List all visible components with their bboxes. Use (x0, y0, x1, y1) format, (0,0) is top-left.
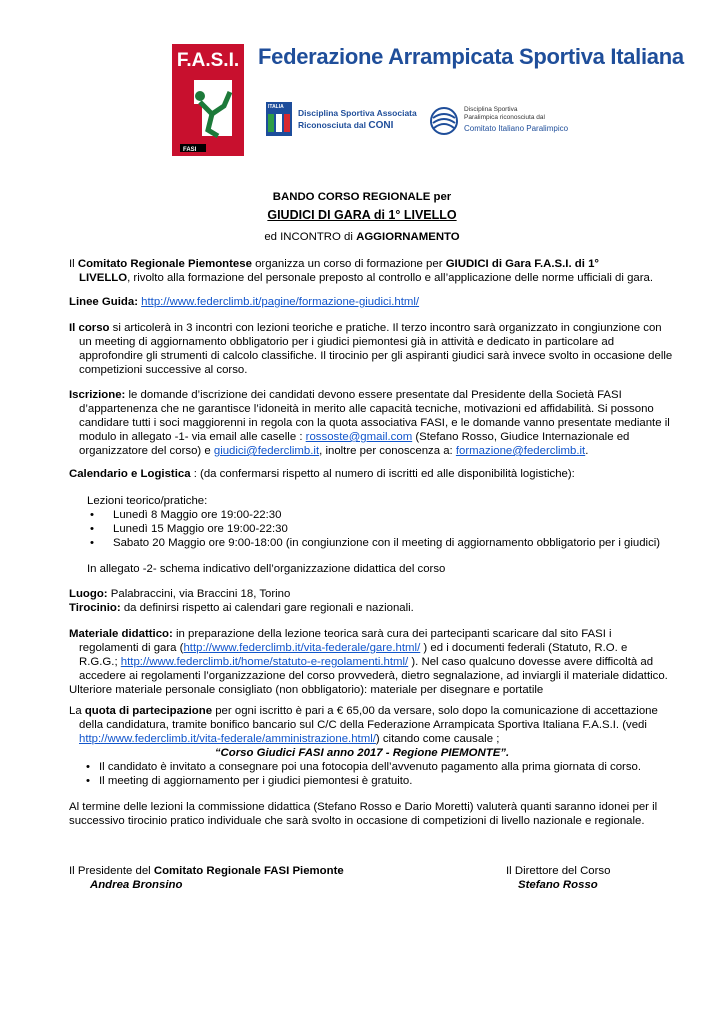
closing-paragraph: Al termine delle lezioni la commissione didattica (Stefano Rosso e Dario Moretti) valuterà quanti saranno idonei per il successivo tirocinio pratico individuale che sarà svolto in occasione di competizioni di livello nazionale e regionale. (69, 801, 658, 827)
fee-note: Il meeting di aggiornamento per i giudici piemontesi è gratuito. (99, 775, 413, 787)
internship-line: Tirocinio: da definirsi rispetto ai calendari gare regionali e nazionali. (69, 602, 414, 614)
email-link-formazione[interactable]: formazione@federclimb.it (455, 445, 586, 457)
lesson-item: Sabato 20 Maggio ore 9:00-18:00 (in congiunzione con il meeting di aggiornamento obbligatorio per i giudici) (113, 537, 661, 549)
venue-line: Luogo: Palabraccini, via Braccini 18, Torino (69, 588, 291, 600)
coni-line-2: Riconosciuta dal CONI (298, 120, 394, 131)
fee-paragraph: La quota di partecipazione per ogni iscritto è pari a € 65,00 da versare, solo dopo la comunicazione di accettazione della candidatura, tramite bonifico bancario sul C/C della Federazione Arrampicata Sportiva Italiana F.A.S.I. (vedi http://www.federclimb.it/vita-federale/amministrazione.html/) citando come causale ; (69, 705, 658, 745)
bullet: • (86, 761, 90, 773)
lessons-label: Lezioni teorico/pratiche: (87, 495, 208, 507)
cip-line-2: Paralimpica riconosciuta dal (464, 114, 545, 121)
bullet: • (86, 775, 90, 787)
coni-tag: ITALIA (268, 104, 284, 110)
federation-name: Federazione Arrampicata Sportiva Italiana (258, 44, 684, 69)
coni-badge (266, 102, 416, 138)
coni-flag-icon (266, 102, 292, 136)
calendar-heading: Calendario e Logistica : (da confermarsi rispetto al numero di iscritti ed alle disponibilità logistiche): (69, 468, 575, 480)
cip-line-1: Disciplina Sportiva (464, 106, 518, 113)
guidelines-link[interactable]: http://www.federclimb.it/pagine/formazione-giudici.html/ (141, 296, 420, 308)
director-title: Il Direttore del Corso (506, 865, 611, 877)
climber-icon (172, 44, 244, 156)
title-line-3: ed INCONTRO di AGGIORNAMENTO (264, 231, 460, 243)
cip-badge (428, 104, 588, 138)
bullet: • (90, 523, 94, 535)
registration-paragraph: Iscrizione: le domande d’iscrizione dei candidati devono essere presentate dal Presidente della Società FASI d’appartenenza che ne garantisce l’idoneità in merito alle capacità tecniche, motivazioni ed affidabilità. Si possono candidare tutti i soci maggiorenni in regola con la quota associativa FASI, e le domande vanno presentate mediante il modulo in allegato -1- via email alle caselle : rossoste@gmail.com (Stefano Rosso, Giudice Internazionale ed organizzatore del corso) e giudici@federclimb.it, inoltre per conoscenza a: formazione@federclimb.it. (69, 389, 670, 457)
statute-link[interactable]: http://www.federclimb.it/home/statuto-e-regolamenti.html/ (120, 656, 409, 668)
fasi-logo (172, 44, 244, 156)
fee-note: Il candidato è invitato a consegnare poi una fotocopia dell’avvenuto pagamento alla prima giornata di corso. (99, 761, 642, 773)
lesson-item: Lunedì 15 Maggio ore 19:00-22:30 (113, 523, 288, 535)
materials-note: Ulteriore materiale personale consigliato (non obbligatorio): materiale per disegnare e portatile (69, 684, 544, 696)
course-paragraph: Il corso si articolerà in 3 incontri con lezioni teoriche e pratiche. Il terzo incontro sarà organizzato in congiunzione con un meeting di aggiornamento obbligatorio per i giudici piemontesi già in attività e dedicato in particolare ad approfondire gli strumenti di calcolo classifiche. Il tirocinio per gli aspiranti giudici sarà invece svolto in occasione delle competizioni successive al corso. (69, 322, 673, 376)
materials-paragraph: Materiale didattico: in preparazione della lezione teorica sarà cura dei partecipanti scaricare dal sito FASI i regolamenti di gara (http://www.federclimb.it/vita-federale/gare.html/ ) ed i documenti federali (Statuto, R.O. e R.G.G.; http://www.federclimb.it/home/statuto-e-regolamenti.html/ ). Nel caso qualcuno dovesse avere difficoltà ad accedere ai regolamenti l’organizzazione del corso provvederà, dietro segnalazione, ad inviargli il materiale didattico. (69, 628, 668, 682)
bullet: • (90, 537, 94, 549)
director-name: Stefano Rosso (518, 879, 598, 891)
attachment-note: In allegato -2- schema indicativo dell’organizzazione didattica del corso (87, 563, 446, 575)
president-name: Andrea Bronsino (90, 879, 183, 891)
rules-link[interactable]: http://www.federclimb.it/vita-federale/gare.html/ (183, 642, 421, 654)
lesson-item: Lunedì 8 Maggio ore 19:00-22:30 (113, 509, 282, 521)
logo-text: F.A.S.I. (176, 50, 240, 71)
administration-link[interactable]: http://www.federclimb.it/vita-federale/amministrazione.html/ (79, 733, 376, 745)
paralympic-icon (428, 106, 460, 136)
title-line-2: GIUDICI DI GARA di 1° LIVELLO (267, 208, 457, 222)
email-link-giudici[interactable]: giudici@federclimb.it (213, 445, 320, 457)
title-line-1: BANDO CORSO REGIONALE per (272, 191, 452, 203)
cip-line-3: Comitato Italiano Paralimpico (464, 124, 569, 133)
payment-causale: “Corso Giudici FASI anno 2017 - Regione PIEMONTE”. (214, 747, 510, 759)
email-link-rosso[interactable]: rossoste@gmail.com (305, 431, 413, 443)
coni-line-1: Disciplina Sportiva Associata (298, 108, 417, 118)
intro-paragraph: Il Comitato Regionale Piemontese organizza un corso di formazione per GIUDICI di Gara F.A.S.I. di 1° LIVELLO, rivolto alla formazione del personale preposto al controllo e all’applicazione delle norme ufficiali di gara. (69, 258, 654, 284)
svg-text:FASI: FASI (183, 147, 197, 153)
president-title: Il Presidente del Comitato Regionale FASI Piemonte (69, 865, 344, 877)
bullet: • (90, 509, 94, 521)
guidelines-line: Linee Guida: http://www.federclimb.it/pagine/formazione-giudici.html/ (69, 296, 420, 308)
